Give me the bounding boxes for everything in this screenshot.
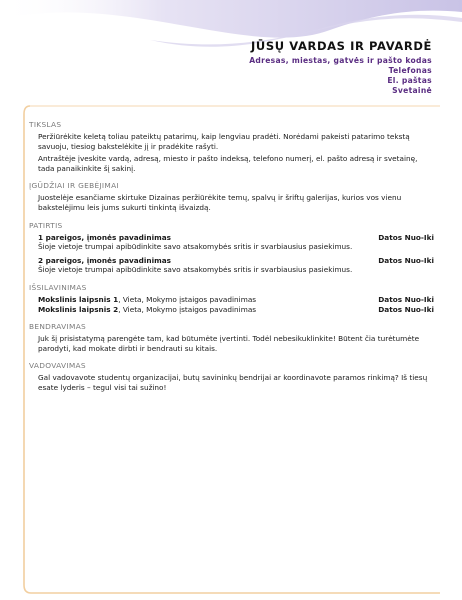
job-position: 2 pareigos, įmonės pavadinimas [38,255,171,265]
job-description: Šioje vietoje trumpai apibūdinkite savo atsakomybės sritis ir svarbiausius pasiekimus. [38,242,353,252]
job-entry [38,233,434,252]
job-dates: Datos Nuo-Iki [378,255,434,265]
leadership-section [29,361,434,392]
objective-text: Antraštėje įveskite vardą, adresą, miesto ir pašto indeksą, telefono numerį, el. pašto adresą ir svetainę, tada panaikinkite šį sakinį. [38,154,418,173]
section-title: IŠSILAVINIMAS [29,282,87,292]
resume-header [249,39,432,96]
communication-text: Juk šį prisistatymą parengėte tam, kad būtumėte įvertinti. Todėl nebesikuklinkite! Būtent čia turėtumėte parodyti, kad mokate dirbti ir bendrauti su kitais. [38,334,420,353]
section-title: ĮGŪDŽIAI IR GEBĖJIMAI [29,181,119,191]
address: Adresas, miestas, gatvės ir pašto kodas [249,56,432,65]
degree: Mokslinis laipsnis 1 [38,294,119,304]
job-dates: Datos Nuo-Iki [378,232,434,242]
section-title: TIKSLAS [29,120,62,129]
objective-section [29,120,434,173]
section-title: PATIRTIS [29,220,63,230]
education-dates: Datos Nuo-Iki [378,294,434,304]
resume-content [29,120,434,401]
website: Svetainė [392,86,432,95]
education-entry [38,305,434,315]
leadership-text: Gal vadovavote studentų organizacijai, butų savininkų bendrijai ar koordinavote paramos rinkimą? Iš tiesų esate lyderis – tegul visi tai sužino! [38,373,428,392]
education-dates: Datos Nuo-Iki [378,304,434,314]
objective-text: Peržiūrėkite keletą toliau pateiktų patarimų, kaip lengviau pradėti. Norėdami pakeisti patarimo tekstą savuoju, tiesiog bakstelėkite jį ir pradėkite rašyti. [38,132,410,151]
phone: Telefonas [388,66,432,75]
email: El. paštas [387,76,432,85]
school-details: , Vieta, Mokymo įstaigos pavadinimas [118,304,257,314]
job-entry [38,256,434,275]
communication-section [29,322,434,353]
education-section [29,283,434,314]
education-entry [38,295,434,305]
degree: Mokslinis laipsnis 2 [38,304,119,314]
experience-section [29,221,434,275]
job-position: 1 pareigos, įmonės pavadinimas [38,232,171,242]
full-name: JŪSŲ VARDAS IR PAVARDĖ [251,39,432,53]
skills-section [29,181,434,212]
skills-text: Juostelėje esančiame skirtuke Dizainas peržiūrėkite temų, spalvų ir šriftų galerijas, kurios vos vienu bakstelėjimu leis jums sukurti tinkintą išvaizdą. [38,193,402,212]
job-description: Šioje vietoje trumpai apibūdinkite savo atsakomybės sritis ir svarbiausius pasiekimus. [38,265,353,275]
school-details: , Vieta, Mokymo įstaigos pavadinimas [118,294,257,304]
section-title: VADOVAVIMAS [29,361,86,371]
section-title: BENDRAVIMAS [29,322,87,332]
